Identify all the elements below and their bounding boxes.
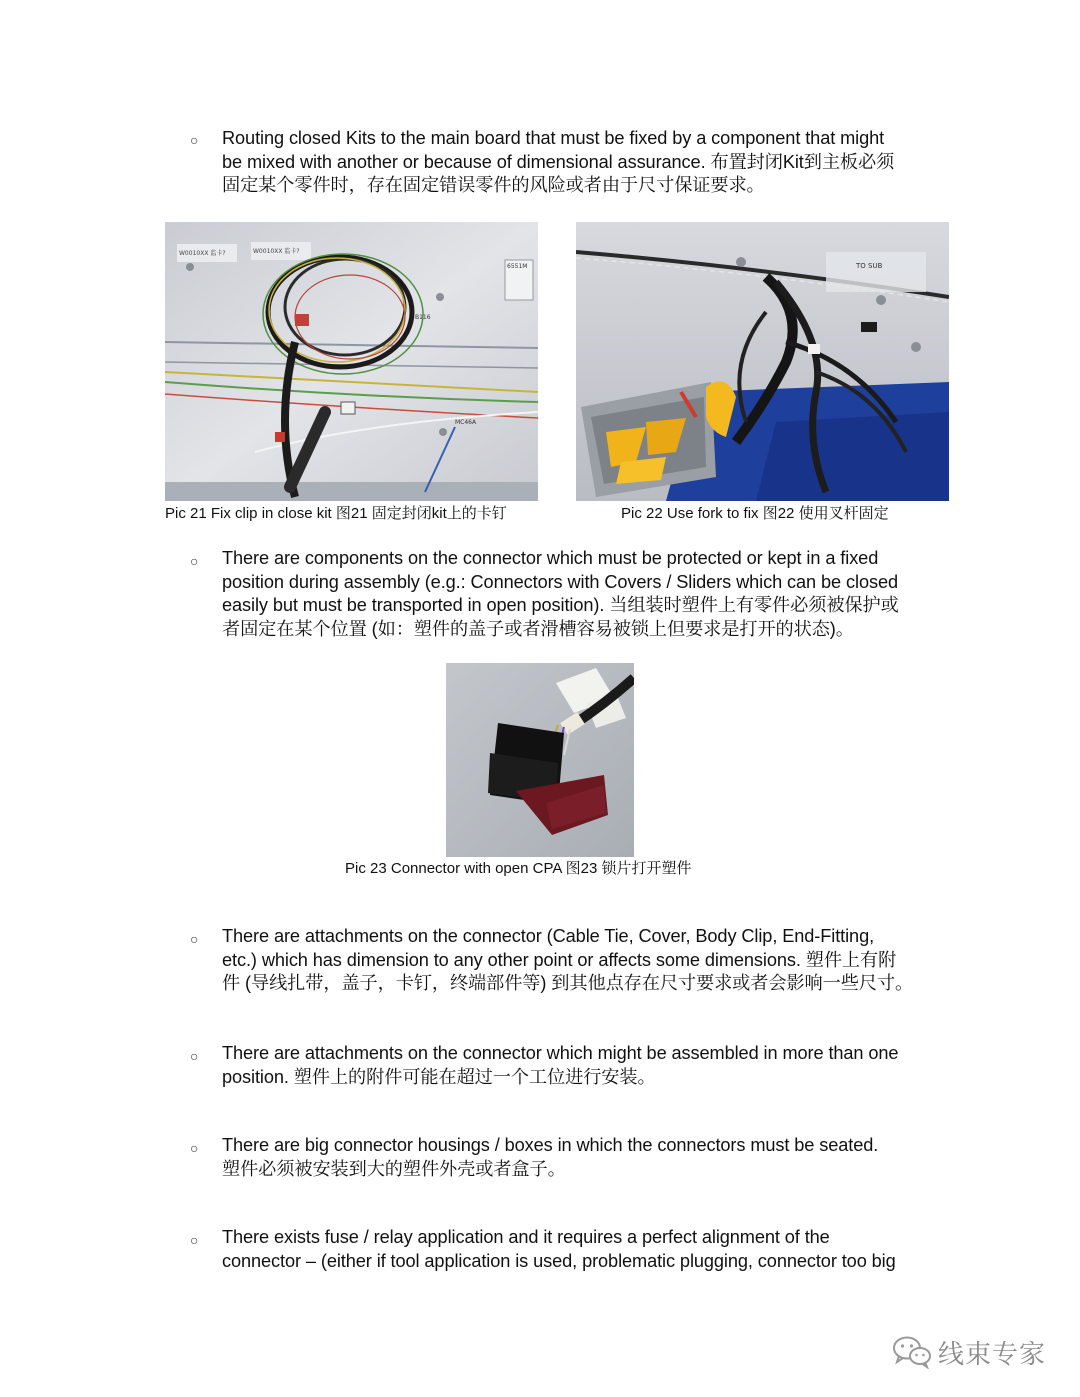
paragraph-big-housings: There are big connector housings / boxes in which the connectors must be seated. 塑件必须被安装到大的塑件外壳或者盒子。 xyxy=(222,1135,879,1179)
photo-fix-clip-close-kit xyxy=(165,222,538,501)
caption-pic21: Pic 21 Fix clip in close kit 图21 固定封闭kit上的卡钉 xyxy=(165,505,507,522)
bullet-marker: ○ xyxy=(190,931,199,947)
watermark xyxy=(892,1332,1046,1372)
caption-pic22: Pic 22 Use fork to fix 图22 使用叉杆固定 xyxy=(621,505,889,522)
board-label: W0010XX 监卡? xyxy=(179,250,226,257)
photo-connector-open-cpa xyxy=(446,663,634,857)
board-label: B116 xyxy=(415,314,431,321)
board-label: W0010XX 监卡? xyxy=(253,248,300,255)
paragraph-attachments-dimension: There are attachments on the connector (Cable Tie, Cover, Body Clip, End-Fitting, etc.) which has dimension to any other point or affects some dimensions. 塑件上有附 件 (导线扎带，盖子，卡钉，终端部件等) 到其他点存在尺寸要求或者会影响一些尺寸。 xyxy=(222,926,914,993)
paragraph-components-protected: There are components on the connector which must be protected or kept in a fixed position during assembly (e.g.: Connectors with Covers / Sliders which can be closed easily but must be transported in open position). 当组装时塑件上有零件必须被保护或 者固定在某个位置 (如：塑件的盖子或者滑槽容易被锁上但要求是打开的状态)。 xyxy=(222,548,899,639)
board-label: TO SUB xyxy=(856,262,883,270)
board-label: 6551M xyxy=(507,263,528,270)
wechat-icon xyxy=(892,1335,932,1369)
bullet-marker: ○ xyxy=(190,1232,199,1248)
bullet-marker: ○ xyxy=(190,1048,199,1064)
paragraph-attachments-position: There are attachments on the connector which might be assembled in more than one position. 塑件上的附件可能在超过一个工位进行安装。 xyxy=(222,1043,899,1087)
watermark-text: 线束专家 xyxy=(938,1339,1047,1370)
bullet-marker: ○ xyxy=(190,132,199,148)
bullet-marker: ○ xyxy=(190,553,199,569)
paragraph-fuse-relay: There exists fuse / relay application and it requires a perfect alignment of the connector – (either if tool application is used, problematic plugging, connector too big xyxy=(222,1227,896,1271)
board-label: MC46A xyxy=(455,419,477,426)
photo-fork-fix xyxy=(576,222,949,501)
caption-pic23: Pic 23 Connector with open CPA 图23 锁片打开塑件 xyxy=(345,860,692,877)
paragraph-routing-closed-kits: Routing closed Kits to the main board that must be fixed by a component that might be mixed with another or because of dimensional assurance. 布置封闭Kit到主板必须 固定某个零件时，存在固定错误零件的风险或者由于尺寸保证要求。 xyxy=(222,128,895,195)
bullet-marker: ○ xyxy=(190,1140,199,1156)
